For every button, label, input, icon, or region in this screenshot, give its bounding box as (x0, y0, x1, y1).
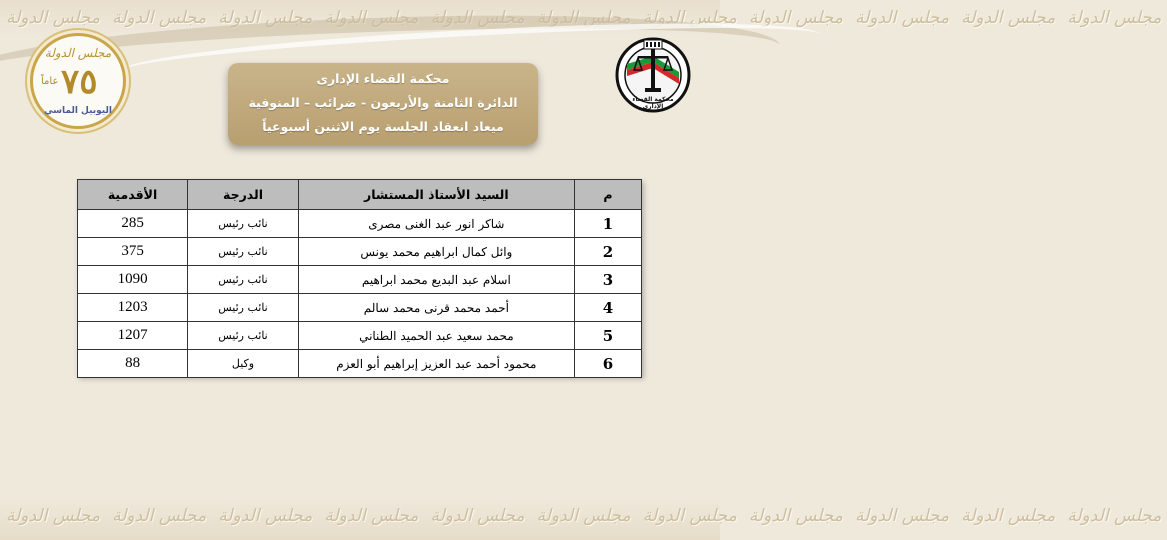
watermark: مجلس الدولة (324, 8, 419, 28)
table-row (78, 266, 642, 294)
watermark: مجلس الدولة (748, 8, 843, 28)
row-name: أحمد محمد قرنى محمد سالم (298, 294, 574, 322)
watermark: مجلس الدولة (430, 506, 525, 526)
header-seniority: الأقدمية (78, 180, 188, 210)
row-seniority: 88 (78, 350, 188, 378)
row-index: 6 (574, 350, 641, 378)
row-seniority: 375 (78, 238, 188, 266)
watermark: مجلس الدولة (1067, 506, 1162, 526)
watermark: مجلس الدولة (1067, 8, 1162, 28)
watermark: مجلس الدولة (218, 8, 313, 28)
jubilee-logo-caption: اليوبيل الماسي (44, 106, 112, 116)
watermark: مجلس الدولة (855, 8, 950, 28)
watermark: مجلس الدولة (6, 8, 101, 28)
row-index: 5 (574, 322, 641, 350)
table-header-row (78, 180, 642, 210)
judges-table (77, 179, 642, 378)
jubilee-logo-title: مجلس الدولة (44, 46, 112, 60)
table-row (78, 350, 642, 378)
jubilee-logo-years: عاماً (41, 76, 59, 87)
court-emblem-label: محكمة القضاء الإداري (632, 96, 674, 110)
table-row (78, 322, 642, 350)
row-name: شاكر انور عبد الغنى مصرى (298, 210, 574, 238)
court-name: محكمة القضاء الإدارى (316, 71, 450, 86)
header-rank: الدرجة (188, 180, 299, 210)
row-seniority: 1207 (78, 322, 188, 350)
jubilee-logo-number: ٧٥ (61, 62, 98, 102)
row-name: وائل كمال ابراهيم محمد يونس (298, 238, 574, 266)
watermark: مجلس الدولة (112, 8, 207, 28)
watermark: مجلس الدولة (961, 8, 1056, 28)
row-index: 4 (574, 294, 641, 322)
watermark: مجلس الدولة (961, 506, 1056, 526)
row-seniority: 1203 (78, 294, 188, 322)
watermark: مجلس الدولة (218, 506, 313, 526)
row-rank: نائب رئيس (188, 294, 299, 322)
row-name: اسلام عبد البديع محمد ابراهيم (298, 266, 574, 294)
row-rank: نائب رئيس (188, 266, 299, 294)
court-emblem (614, 34, 692, 116)
row-rank: نائب رئيس (188, 210, 299, 238)
row-seniority: 285 (78, 210, 188, 238)
row-index: 2 (574, 238, 641, 266)
watermark: مجلس الدولة (324, 506, 419, 526)
session-schedule: ميعاد انعقاد الجلسة يوم الاثنين أسبوعياً (262, 119, 504, 134)
header-index: م (574, 180, 641, 210)
table-row (78, 294, 642, 322)
row-rank: نائب رئيس (188, 238, 299, 266)
watermark: مجلس الدولة (642, 506, 737, 526)
row-seniority: 1090 (78, 266, 188, 294)
judges-table-wrapper (77, 179, 642, 376)
row-name: محمد سعيد عبد الحميد الطناني (298, 322, 574, 350)
watermark: مجلس الدولة (642, 8, 737, 28)
court-title-box (228, 63, 538, 145)
row-index: 1 (574, 210, 641, 238)
header-name: السيد الأستاذ المستشار (298, 180, 574, 210)
jubilee-logo (30, 33, 126, 129)
row-rank: وكيل (188, 350, 299, 378)
watermark: مجلس الدولة (430, 8, 525, 28)
watermark-band-bottom (0, 498, 1162, 540)
row-name: محمود أحمد عبد العزيز إبراهيم أبو العزم (298, 350, 574, 378)
row-index: 3 (574, 266, 641, 294)
watermark: مجلس الدولة (536, 8, 631, 28)
watermark: مجلس الدولة (6, 506, 101, 526)
table-row (78, 238, 642, 266)
row-rank: نائب رئيس (188, 322, 299, 350)
watermark: مجلس الدولة (855, 506, 950, 526)
circuit-name: الدائرة الثامنة والأربعون - ضرائب – المنوفية (248, 95, 518, 110)
watermark: مجلس الدولة (112, 506, 207, 526)
watermark: مجلس الدولة (536, 506, 631, 526)
watermark: مجلس الدولة (748, 506, 843, 526)
table-row (78, 210, 642, 238)
